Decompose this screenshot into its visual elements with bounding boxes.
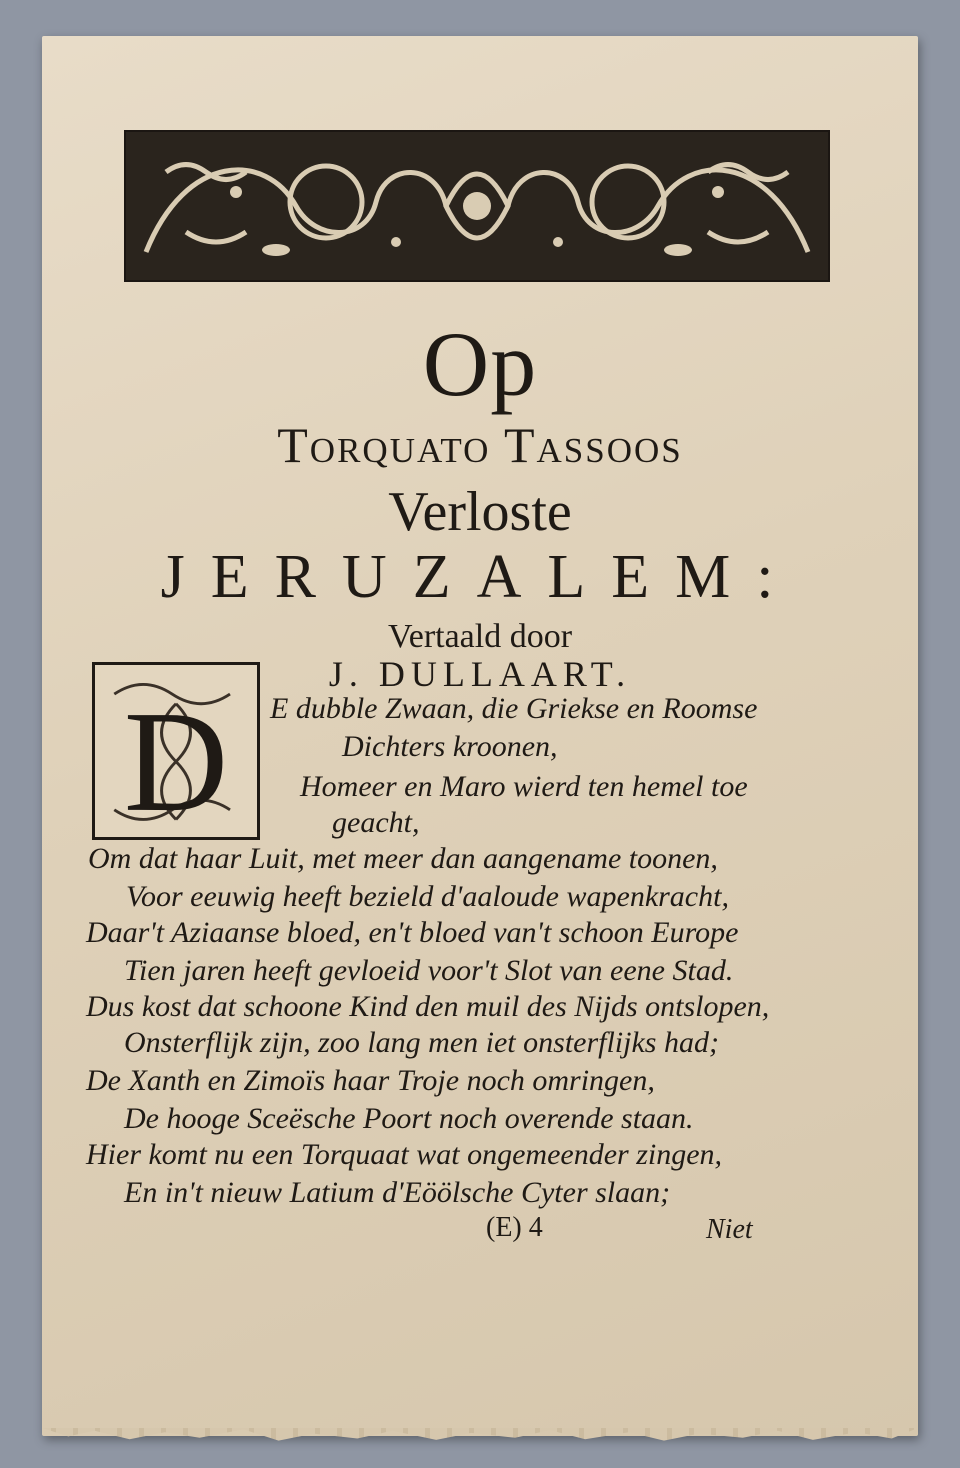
poem-line-13: Hier komt nu een Torquaat wat ongemeender zingen,: [86, 1138, 723, 1171]
title-city: JERUZALEM:: [160, 543, 800, 611]
poem-line-2: Dichters kroonen,: [342, 730, 558, 763]
poem-line-6: Voor eeuwig heeft bezield d'aaloude wapenkracht,: [126, 880, 729, 913]
title-work: Verloste: [388, 481, 572, 543]
poem-line-7: Daar't Aziaanse bloed, en't bloed van't schoon Europe: [86, 916, 739, 949]
poem-line-12: De hooge Sceësche Poort noch overende staan.: [124, 1102, 694, 1135]
poem-line-8: Tien jaren heeft gevloeid voor't Slot van eene Stad.: [124, 954, 734, 987]
poem-line-1: E dubble Zwaan, die Griekse en Roomse: [270, 692, 758, 725]
title-op: Op: [422, 313, 538, 415]
catchword: Niet: [706, 1214, 753, 1245]
book-page: [42, 36, 918, 1436]
poem-line-9: Dus kost dat schoone Kind den muil des Nijds ontslopen,: [86, 990, 770, 1023]
poem-line-10: Onsterflijk zijn, zoo lang men iet onsterflijks had;: [124, 1026, 719, 1059]
poem-line-4: geacht,: [332, 806, 420, 839]
poem-line-14: En in't nieuw Latium d'Eöölsche Cyter slaan;: [124, 1176, 671, 1209]
signature-mark: (E) 4: [486, 1212, 543, 1243]
translator-name: J. DULLAART.: [328, 654, 632, 694]
dropcap-letter: D: [123, 681, 229, 837]
poem-line-5: Om dat haar Luit, met meer dan aangename toonen,: [88, 842, 718, 875]
title-author: Torquato Tassoos: [277, 417, 683, 473]
woodcut-headpiece: [124, 130, 830, 282]
poem-line-11: De Xanth en Zimoïs haar Troje noch omringen,: [86, 1064, 655, 1097]
decorated-initial: [92, 662, 260, 840]
translated-by: Vertaald door: [387, 618, 573, 655]
torn-edge: [42, 1428, 918, 1442]
poem-line-3: Homeer en Maro wierd ten hemel toe: [300, 770, 748, 803]
